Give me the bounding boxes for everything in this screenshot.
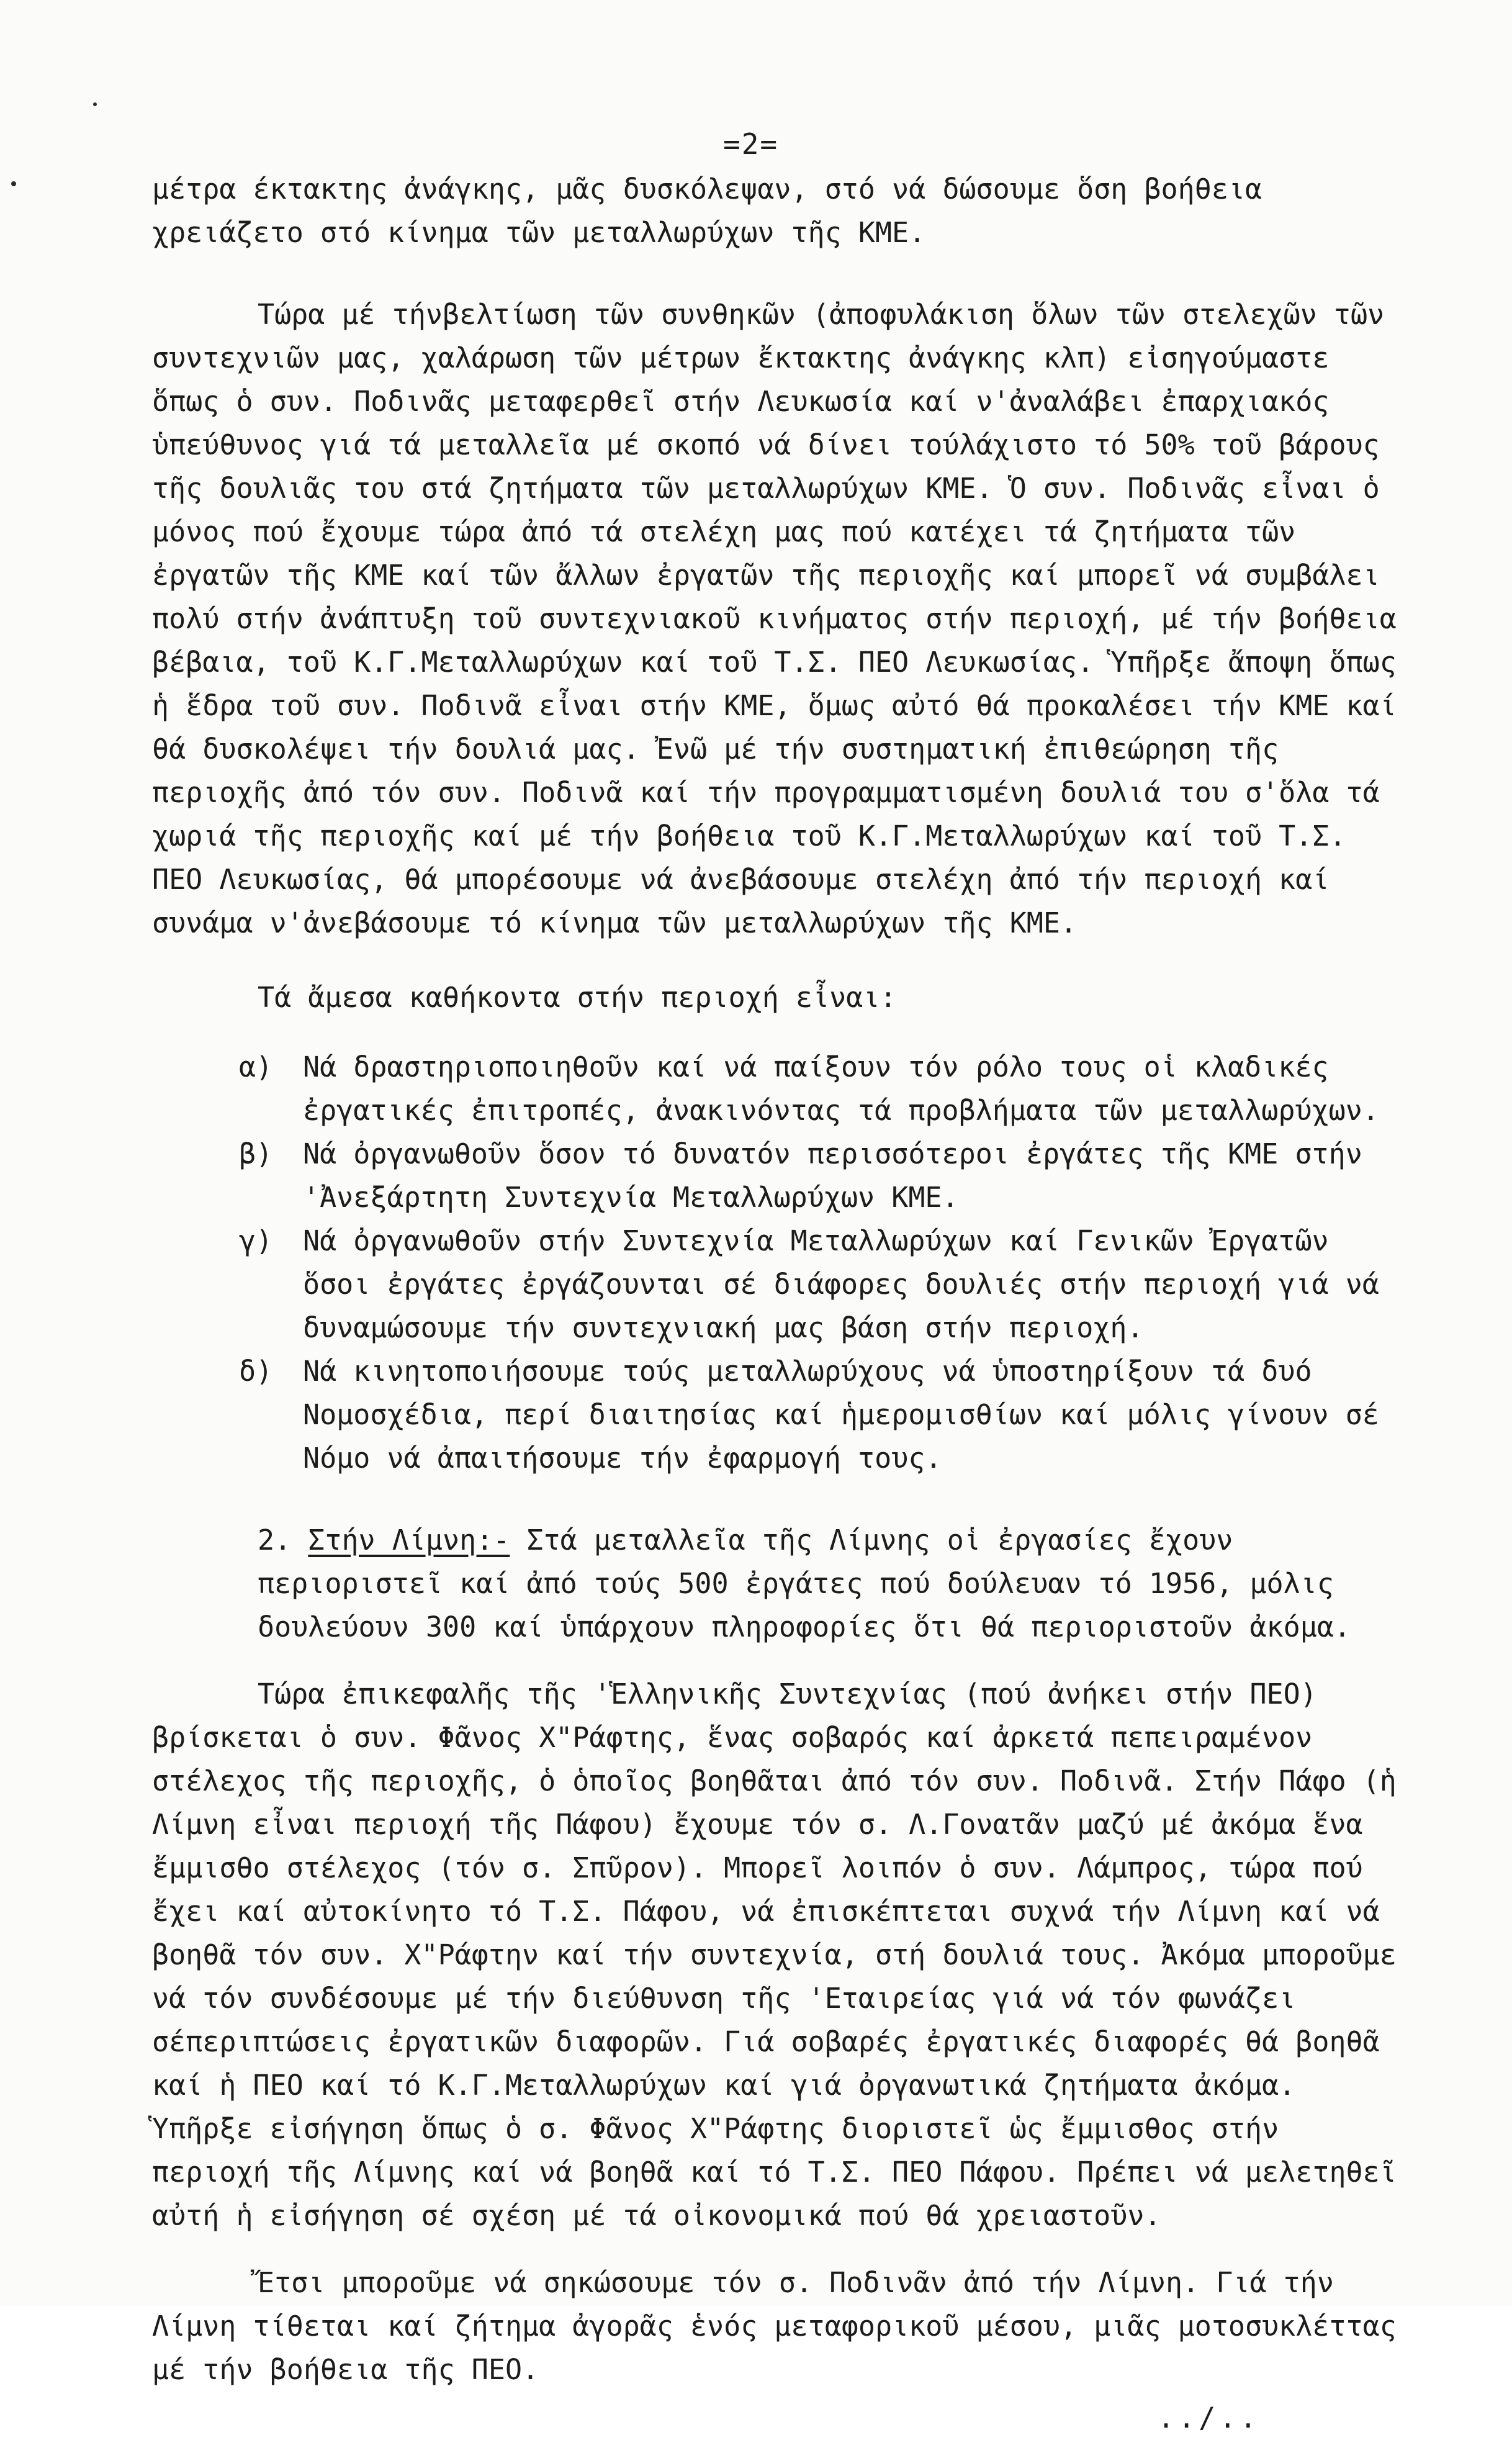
tasks-intro: Τά ἄμεσα καθήκοντα στήν περιοχή εἶναι: <box>258 981 897 1014</box>
task-marker: β) <box>239 1137 273 1170</box>
task-marker: δ) <box>239 1355 273 1388</box>
task-text: Νά ὀργανωθοῦν στήν Συντεχνία Μεταλλωρύχων καί Γενικῶν Ἐργατῶν ὅσοι ἐργάτες ἐργάζουνται σέ διάφορες δουλιές στήν περιοχή γιά νά δυναμώσουμε τήν συντεχνιακή μας βάση στήν περιοχή. <box>303 1224 1379 1344</box>
document-body <box>152 168 1412 2440</box>
task-text: Νά δραστηριοποιηθοῦν καί νά παίξουν τόν ρόλο τους οἱ κλαδικές ἐργατικές ἐπιτροπές, ἀνακινόντας τά προβλήματα τῶν μεταλλωρύχων. <box>303 1051 1379 1127</box>
paragraph-motorcycle: Ἔτσι μποροῦμε νά σηκώσουμε τόν σ. Ποδινᾶν ἀπό τήν Λίμνη. Γιά τήν Λίμνη τίθεται καί ζήτημα ἀγορᾶς ἑνός μεταφορικοῦ μέσου, μιᾶς μοτοσυκλέττας μέ τήν βοήθεια τῆς ΠΕΟ. <box>152 2266 1413 2386</box>
section-2-heading-paragraph <box>258 1519 1412 1649</box>
task-item-b <box>239 1132 1412 1219</box>
margin-mark <box>93 102 97 106</box>
section-intro-text: Στά μεταλλεῖα τῆς Λίμνης οἱ ἐργασίες ἔχουν περιοριστεῖ καί ἀπό τούς 500 ἐργάτες πού δούλευαν τό 1956, μόλις δουλεύουν 300 καί ὑπάρχουν πληροφορίες ὅτι θά περιοριστοῦν ἀκόμα. <box>258 1524 1351 1643</box>
section-number: 2. <box>258 1524 292 1557</box>
continuation-mark: ../.. <box>1158 2402 1261 2434</box>
task-text: Νά κινητοποιήσουμε τούς μεταλλωρύχους νά ὑποστηρίξουν τά δυό Νομοσχέδια, περί διαιτησίας καί ἡμερομισθίων καί μόλις γίνουν σέ Νόμο νά ἀπαιτήσουμε τήν ἐφαρμογή τους. <box>303 1355 1379 1475</box>
paragraph-limni-union: Τώρα ἐπικεφαλῆς τῆς 'Ἑλληνικῆς Συντεχνίας (πού ἀνήκει στήν ΠΕΟ) βρίσκεται ὁ συν. Φᾶνος Χ"Ράφτης, ἕνας σοβαρός καί ἀρκετά πεπειραμένον στέλεχος τῆς περιοχῆς, ὁ ὁποῖος βοηθᾶται ἀπό τόν συν. Ποδινᾶ. Στήν Πάφο (ἡ Λίμνη εἶναι περιοχή τῆς Πάφου) ἔχουμε τόν σ. Λ.Γονατᾶν μαζύ μέ ἀκόμα ἕνα ἔμμισθο στέλεχος (τόν σ. Σπῦρον). Μπορεῖ λοιπόν ὁ συν. Λάμπρος, τώρα πού ἔχει καί αὐτοκίνητο τό Τ.Σ. Πάφου, νά ἐπισκέπτεται συχνά τήν Λίμνη καί νά βοηθᾶ τόν συν. Χ"Ράφτην καί τήν συντεχνία, στή δουλιά τους. Ἀκόμα μποροῦμε νά τόν συνδέσουμε μέ τήν διεύθυνση τῆς 'Εταιρείας γιά νά τόν φωνάζει σέπεριπτώσεις ἐργατικῶν διαφορῶν. Γιά σοβαρές ἐργατικές διαφορές θά βοηθᾶ καί ἡ ΠΕΟ καί τό Κ.Γ.Μεταλλωρύχων καί γιά ὀργανωτικά ζητήματα ἀκόμα. Ὑπῆρξε εἰσήγηση ὅπως ὁ σ. Φᾶνος Χ"Ράφτης διοριστεῖ ὡς ἔμμισθος στήν περιοχή τῆς Λίμνης καί νά βοηθᾶ καί τό Τ.Σ. ΠΕΟ Πάφου. Πρέπει νά μελετηθεῖ αὐτή ἡ εἰσήγηση σέ σχέση μέ τά οἰκονομικά πού θά χρειαστοῦν. <box>152 1678 1413 2232</box>
task-item-a <box>239 1046 1412 1132</box>
margin-mark <box>11 181 16 186</box>
task-marker: α) <box>239 1051 273 1083</box>
section-heading: Στήν Λίμνη:- <box>308 1524 510 1557</box>
task-marker: γ) <box>239 1224 273 1257</box>
task-text: Νά ὀργανωθοῦν ὅσον τό δυνατόν περισσότεροι ἐργάτες τῆς ΚΜΕ στήν 'Ἀνεξάρτητη Συντεχνία Μεταλλωρύχων ΚΜΕ. <box>303 1137 1362 1214</box>
page-number: =2= <box>723 127 779 161</box>
intro-paragraph: μέτρα έκτακτης ἀνάγκης, μᾶς δυσκόλεψαν, στό νά δώσουμε ὅση βοήθεια χρειάζετο στό κίνημα τῶν μεταλλωρύχων τῆς ΚΜΕ. <box>152 173 1279 249</box>
paragraph-podinas-transfer: Τώρα μέ τήνβελτίωση τῶν συνθηκῶν (ἀποφυλάκιση ὅλων τῶν στελεχῶν τῶν συντεχνιῶν μας, χαλάρωση τῶν μέτρων ἔκτακτης ἀνάγκης κλπ) εἰσηγούμαστε ὅπως ὁ συν. Ποδινᾶς μεταφερθεῖ στήν Λευκωσία καί ν'ἀναλάβει ἐπαρχιακός ὑπεύθυνος γιά τά μεταλλεῖα μέ σκοπό νά δίνει τούλάχιστο τό 50% τοῦ βάρους τῆς δουλιᾶς του στά ζητήματα τῶν μεταλλωρύχων ΚΜΕ. Ὁ συν. Ποδινᾶς εἶναι ὁ μόνος πού ἔχουμε τώρα ἀπό τά στελέχη μας πού κατέχει τά ζητήματα τῶν ἐργατῶν τῆς ΚΜΕ καί τῶν ἄλλων ἐργατῶν τῆς περιοχῆς καί μπορεῖ νά συμβάλει πολύ στήν ἀνάπτυξη τοῦ συντεχνιακοῦ κινήματος στήν περιοχή, μέ τήν βοήθεια βέβαια, τοῦ Κ.Γ.Μεταλλωρύχων καί τοῦ Τ.Σ. ΠΕΟ Λευκωσίας. Ὑπῆρξε ἄποψη ὅπως ἡ ἕδρα τοῦ συν. Ποδινᾶ εἶναι στήν ΚΜΕ, ὅμως αὐτό θά προκαλέσει τήν ΚΜΕ καί θά δυσκολέψει τήν δουλιά μας. Ἐνῶ μέ τήν συστηματική ἐπιθεώρηση τῆς περιοχῆς ἀπό τόν συν. Ποδινᾶ καί τήν προγραμματισμένη δουλιά του σ'ὅλα τά χωριά τῆς περιοχῆς καί μέ τήν βοήθεια τοῦ Κ.Γ.Μεταλλωρύχων καί τοῦ Τ.Σ. ΠΕΟ Λευκωσίας, θά μπορέσουμε νά ἀνεβάσουμε στελέχη ἀπό τήν περιοχή καί συνάμα ν'ἀνεβάσουμε τό κίνημα τῶν μεταλλωρύχων τῆς ΚΜΕ. <box>152 298 1413 939</box>
task-item-d <box>239 1350 1412 1480</box>
task-item-c <box>239 1219 1412 1350</box>
